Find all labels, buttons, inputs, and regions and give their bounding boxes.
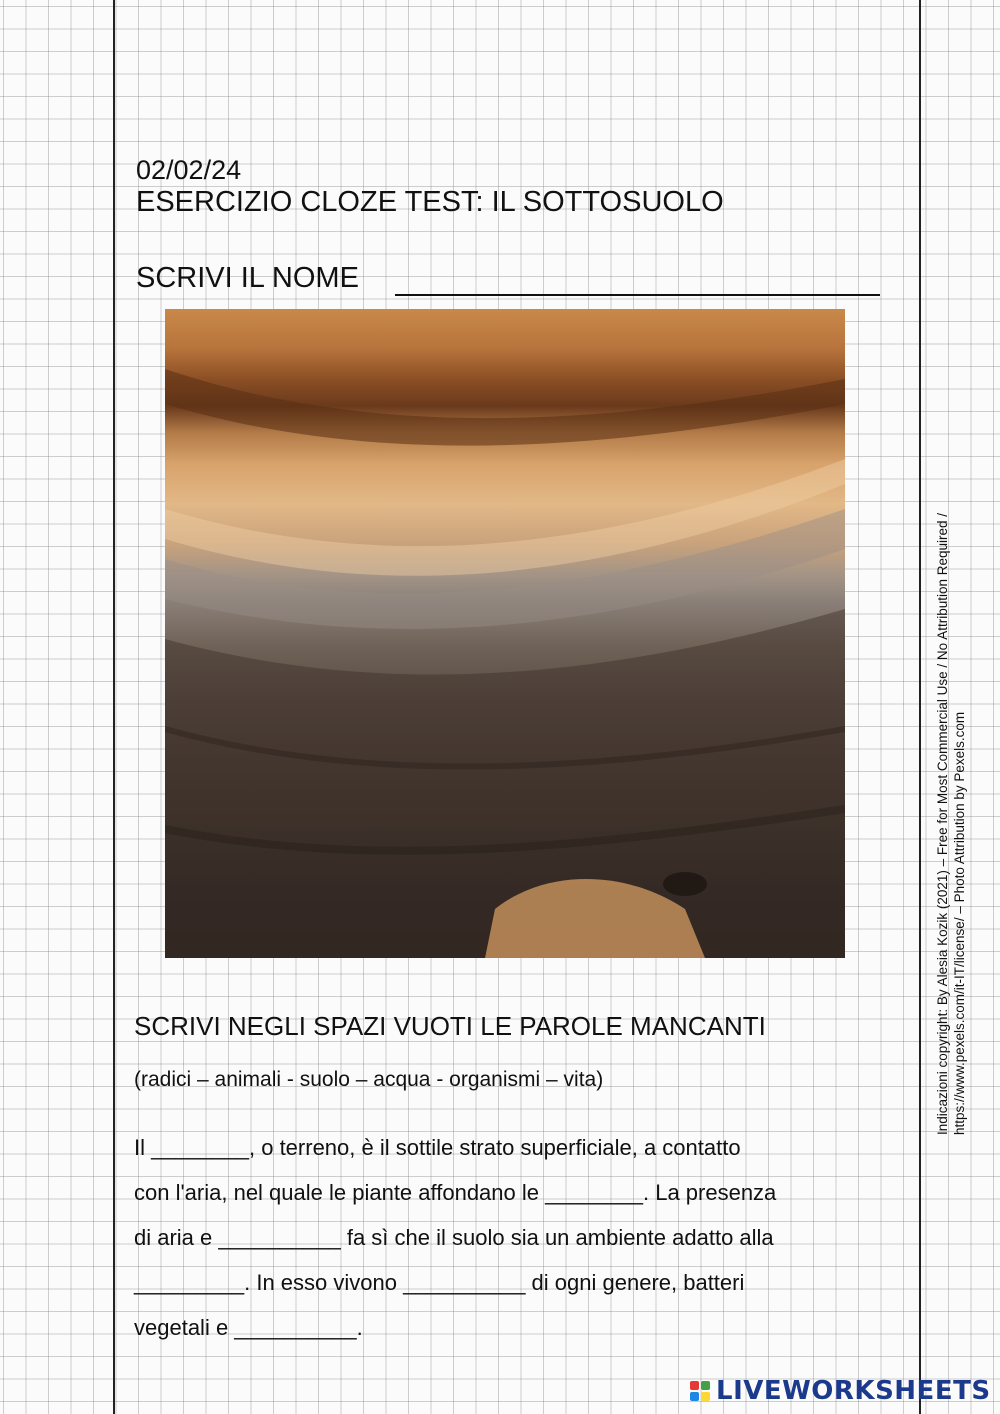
liveworksheets-logo	[690, 1373, 991, 1409]
cloze-line[interactable]: vegetali e __________.	[134, 1315, 363, 1340]
worksheet-title: ESERCIZIO CLOZE TEST: IL SOTTOSUOLO	[136, 186, 724, 218]
cloze-line[interactable]: di aria e __________ fa sì che il suolo sia un ambiente adatto alla	[134, 1225, 774, 1250]
photo-copyright-credit	[934, 375, 968, 1135]
logo-text: LIVEWORKSHEETS	[716, 1376, 991, 1406]
credit-line-2: https://www.pexels.com/it-IT/license/ – Photo Attribution by Pexels.com	[952, 711, 967, 1135]
cloze-line[interactable]: Il ________, o terreno, è il sottile strato superficiale, a contatto	[134, 1135, 741, 1160]
soil-layers-photo	[165, 309, 845, 958]
name-label: SCRIVI IL NOME	[136, 262, 359, 294]
name-answer-line[interactable]	[395, 294, 880, 296]
credit-line-1: Indicazioni copyright: By Alesia Kozik (2021) – Free for Most Commercial Use / No Attribution Required /	[935, 512, 950, 1135]
cloze-paragraph	[134, 1125, 924, 1350]
soil-texture	[165, 309, 845, 958]
cloze-line[interactable]: _________. In esso vivono __________ di ogni genere, batteri	[134, 1270, 745, 1295]
word-options: (radici – animali - suolo – acqua - organismi – vita)	[134, 1068, 604, 1091]
liveworksheets-logo-icon	[690, 1381, 710, 1401]
left-margin-line	[113, 0, 115, 1414]
worksheet-date: 02/02/24	[136, 155, 242, 185]
exercise-instruction: SCRIVI NEGLI SPAZI VUOTI LE PAROLE MANCANTI	[134, 1011, 766, 1041]
cloze-line[interactable]: con l'aria, nel quale le piante affondano le ________. La presenza	[134, 1180, 777, 1205]
